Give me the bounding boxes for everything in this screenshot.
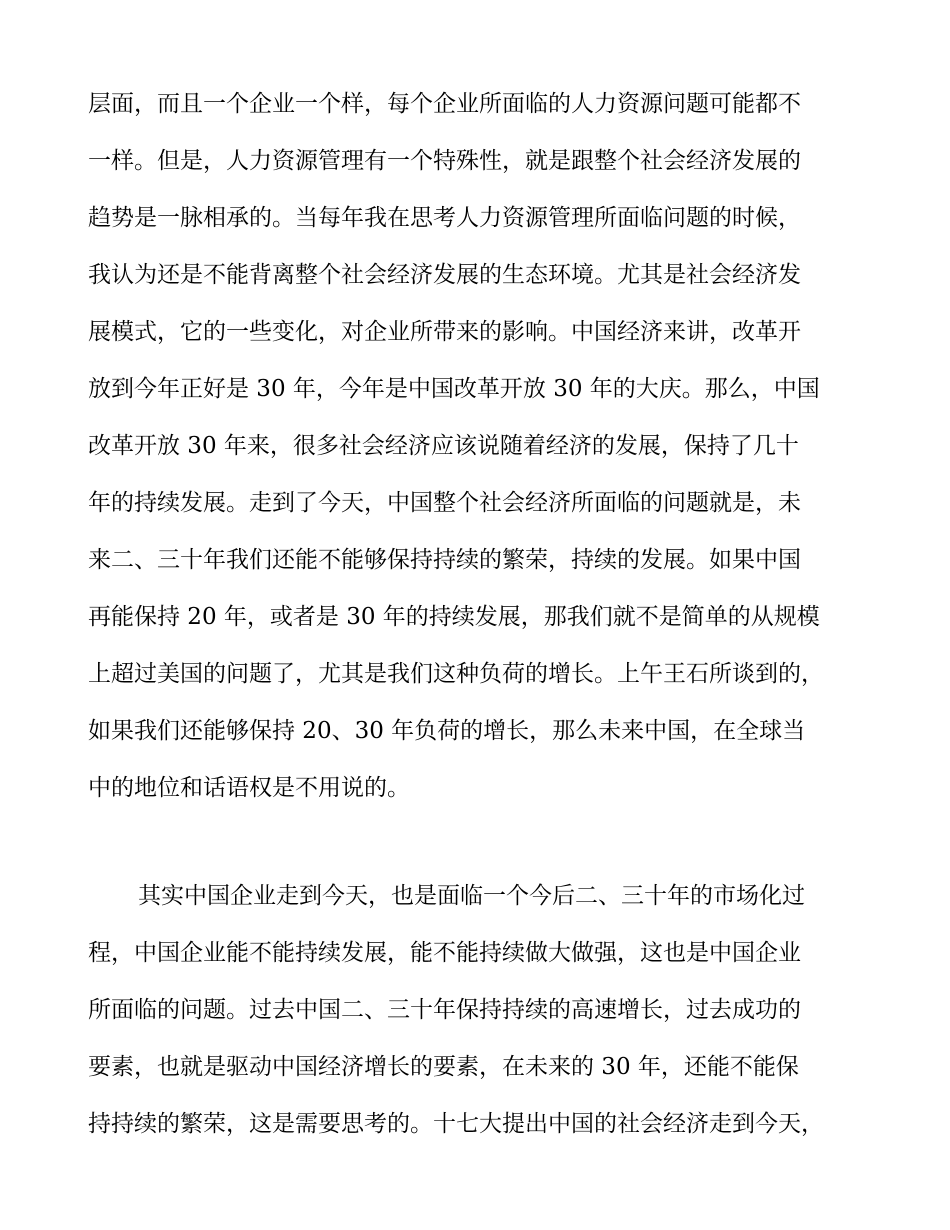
text-line: 再能保持 20 年，或者是 30 年的持续发展，那我们就不是简单的从规模 (88, 604, 820, 630)
text-line: 趋势是一脉相承的。当每年我在思考人力资源管理所面临问题的时候， (88, 205, 801, 231)
text-line: 其实中国企业走到今天，也是面临一个今后二、三十年的市场化过 (138, 883, 805, 909)
text-line: 中的地位和话语权是不用说的。 (88, 775, 410, 801)
text-line: 年的持续发展。走到了今天，中国整个社会经济所面临的问题就是，未 (88, 490, 801, 516)
text-line: 如果我们还能够保持 20、30 年负荷的增长，那么未来中国，在全球当 (88, 718, 806, 744)
text-line: 程，中国企业能不能持续发展，能不能持续做大做强，这也是中国企业 (88, 940, 801, 966)
text-line: 要素，也就是驱动中国经济增长的要素，在未来的 30 年，还能不能保 (88, 1054, 799, 1080)
text-line: 上超过美国的问题了，尤其是我们这种负荷的增长。上午王石所谈到的， (88, 661, 824, 687)
text-line: 改革开放 30 年来，很多社会经济应该说随着经济的发展，保持了几十 (88, 433, 799, 459)
text-line: 持持续的繁荣，这是需要思考的。十七大提出中国的社会经济走到今天， (88, 1111, 824, 1137)
text-line: 层面，而且一个企业一个样，每个企业所面临的人力资源问题可能都不 (88, 91, 801, 117)
text-line: 我认为还是不能背离整个社会经济发展的生态环境。尤其是社会经济发 (88, 262, 801, 288)
text-line: 放到今年正好是 30 年，今年是中国改革开放 30 年的大庆。那么，中国 (88, 376, 820, 402)
text-line: 来二、三十年我们还能不能够保持持续的繁荣，持续的发展。如果中国 (88, 547, 801, 573)
text-line: 展模式，它的一些变化，对企业所带来的影响。中国经济来讲，改革开 (88, 319, 801, 345)
text-line: 一样。但是，人力资源管理有一个特殊性，就是跟整个社会经济发展的 (88, 148, 801, 174)
text-line: 所面临的问题。过去中国二、三十年保持持续的高速增长，过去成功的 (88, 997, 801, 1023)
